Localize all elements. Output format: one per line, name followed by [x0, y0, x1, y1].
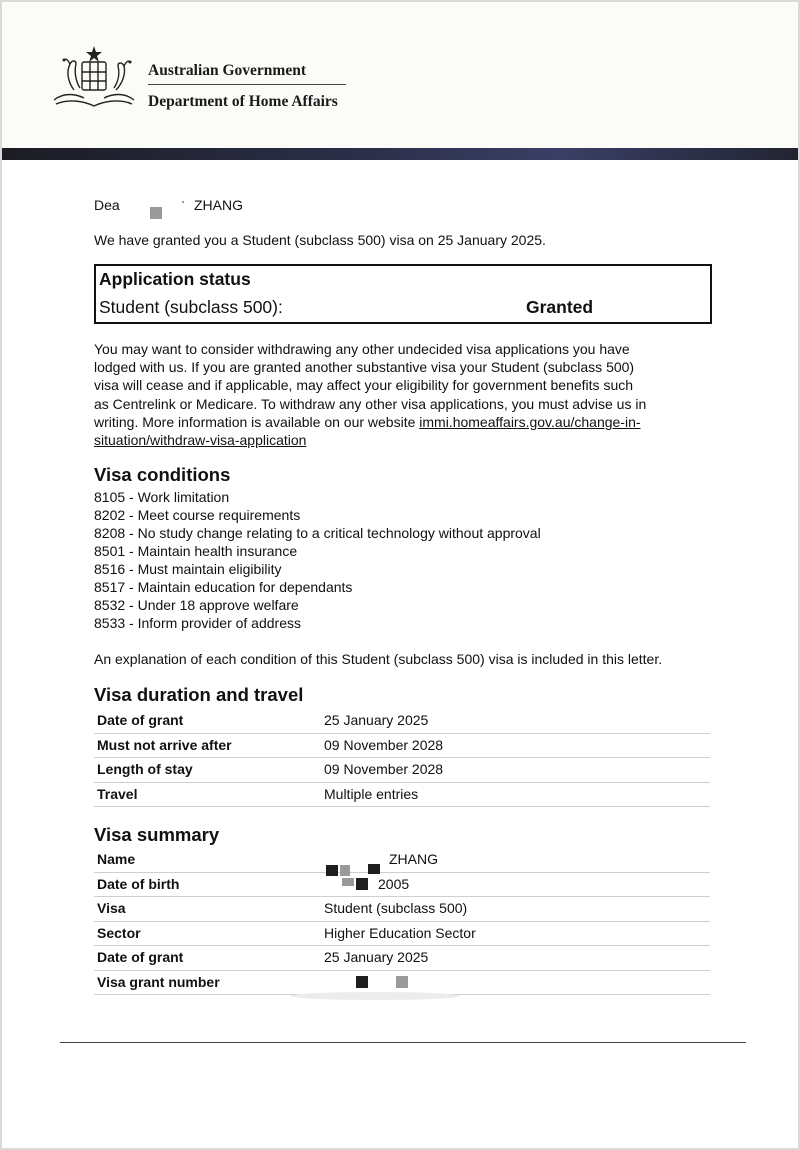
paragraph-line: lodged with us. If you are granted another substantive visa your Student (subclass 500) [94, 359, 635, 376]
row-label: Name [97, 851, 136, 867]
letterhead [2, 2, 798, 148]
paragraph-line: as Centrelink or Medicare. To withdraw any other visa applications, you must advise us in [94, 395, 647, 412]
row-label: Visa [97, 900, 126, 916]
redaction-mark [326, 865, 338, 876]
condition-item: 8208 - No study change relating to a critical technology without approval [94, 525, 541, 541]
row-label: Must not arrive after [97, 736, 232, 753]
condition-item: 8202 - Meet course requirements [94, 507, 301, 523]
table-row [94, 709, 710, 734]
table-row [94, 897, 710, 922]
row-label: Date of grant [97, 949, 184, 965]
paragraph-line-with-link [94, 413, 694, 431]
row-value: Student (subclass 500) [324, 900, 468, 916]
paragraph-line: You may want to consider withdrawing any other undecided visa applications you have [94, 341, 630, 357]
coat-of-arms-icon [46, 42, 142, 114]
conditions-explanation: An explanation of each condition of this Student (subclass 500) visa is included in this letter. [94, 651, 663, 667]
website-link-continued[interactable]: situation/withdraw-visa-application [94, 432, 307, 449]
withdraw-paragraph [94, 340, 694, 449]
row-value: Multiple entries [324, 785, 419, 802]
table-row [94, 873, 710, 898]
visa-grant-letter [2, 2, 798, 1148]
paragraph-line: writing. More information is available on our website [94, 413, 420, 430]
redaction-mark [182, 201, 184, 203]
redaction-mark [368, 864, 380, 874]
row-label: Travel [97, 785, 138, 802]
status-heading: Application status [99, 269, 251, 289]
redaction-mark [356, 976, 368, 988]
condition-item: 8516 - Must maintain eligibility [94, 561, 282, 577]
condition-item: 8533 - Inform provider of address [94, 615, 301, 631]
grant-statement: We have granted you a Student (subclass 500) visa on 25 January 2025. [94, 232, 546, 248]
row-value: 09 November 2028 [324, 761, 444, 777]
condition-item: 8517 - Maintain education for dependants [94, 579, 353, 595]
row-value: 09 November 2028 [324, 736, 444, 753]
redaction-mark [342, 878, 354, 886]
status-label: Student (subclass 500): [99, 297, 283, 317]
government-name: Australian Government [148, 62, 307, 79]
row-value: Higher Education Sector [324, 924, 476, 941]
table-row [94, 783, 710, 808]
table-row [94, 758, 710, 783]
row-label: Sector [97, 924, 141, 941]
conditions-heading: Visa conditions [94, 464, 231, 485]
condition-item: 8532 - Under 18 approve welfare [94, 597, 299, 613]
conditions-list [94, 488, 541, 632]
table-row [94, 848, 710, 873]
row-label: Date of birth [97, 875, 180, 892]
redaction-mark [356, 878, 368, 890]
greeting [94, 196, 120, 214]
table-row [94, 946, 710, 971]
duration-heading: Visa duration and travel [94, 684, 304, 705]
condition-item: 8501 - Maintain health insurance [94, 543, 298, 559]
application-status-box [94, 264, 712, 324]
row-label: Length of stay [97, 761, 193, 777]
duration-table [94, 709, 710, 807]
greeting-surname: ZHANG [194, 197, 243, 213]
greeting-prefix: Dea [94, 197, 120, 213]
redaction-smudge [290, 992, 460, 1000]
row-label: Date of grant [97, 712, 184, 728]
redaction-mark [340, 865, 350, 876]
summary-table [94, 848, 710, 995]
paragraph-line: visa will cease and if applicable, may affect your eligibility for government benefits such [94, 377, 634, 394]
row-label: Visa grant number [97, 973, 220, 990]
summary-heading: Visa summary [94, 824, 220, 845]
header-bar [2, 148, 798, 160]
letterhead-divider [148, 84, 346, 85]
footer-divider [60, 1042, 746, 1043]
redaction-mark [150, 207, 162, 219]
website-link[interactable]: immi.homeaffairs.gov.au/change-in- [419, 413, 641, 430]
row-value: 25 January 2025 [324, 712, 429, 728]
condition-item: 8105 - Work limitation [94, 489, 230, 505]
redaction-mark [396, 976, 408, 988]
table-row [94, 922, 710, 947]
row-value: 2005 [378, 875, 410, 892]
table-row [94, 734, 710, 759]
row-value: 25 January 2025 [324, 949, 429, 965]
row-value: ZHANG [389, 851, 438, 867]
department-name: Department of Home Affairs [148, 93, 338, 110]
status-value: Granted [526, 297, 594, 317]
